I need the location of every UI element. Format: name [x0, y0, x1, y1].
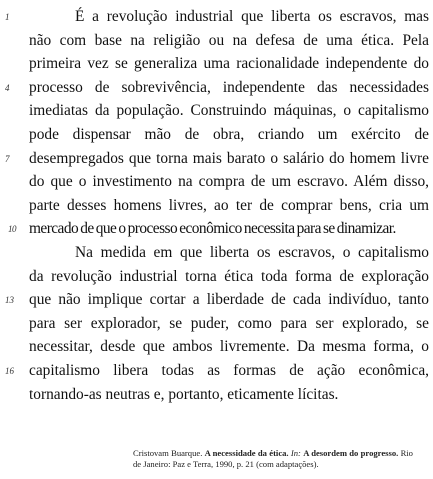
- text-line: [29, 383, 429, 407]
- line-text: imediatas da população. Construindo máquinas, o capitalismo: [29, 102, 429, 120]
- line-text: da revolução industrial torna ética toda forma de exploração: [29, 267, 429, 285]
- line-number: 1: [5, 12, 10, 22]
- text-line: [29, 335, 429, 359]
- line-text: Na medida em que liberta os escravos, o capitalismo: [75, 243, 429, 261]
- text-line: [29, 265, 429, 289]
- line-text: mercado de que o processo econômico necessita para se dinamizar.: [29, 220, 396, 238]
- line-text: É a revolução industrial que liberta os escravos, mas: [75, 8, 429, 25]
- citation-title: A necessidade da ética.: [204, 448, 289, 458]
- line-number: 4: [5, 82, 10, 93]
- text-line: [29, 52, 429, 76]
- line-text: desempregados que torna mais barato o salário do homem livre: [29, 149, 429, 167]
- line-text: primeira vez se generaliza uma racionalidade independente do: [29, 55, 429, 73]
- line-text: do que o investimento na compra de um escravo. Além disso,: [29, 173, 429, 191]
- text-line: [29, 29, 429, 53]
- text-line: [29, 123, 429, 147]
- text-line: [29, 99, 429, 123]
- line-text: para ser explorador, se puder, como para ser explorado, se: [29, 314, 429, 332]
- text-line: [8, 217, 429, 241]
- text-line: [5, 288, 429, 312]
- text-line: [29, 170, 429, 194]
- text-line: [29, 312, 429, 336]
- source-citation: [133, 448, 413, 470]
- line-text: parte desses homens livres, ao ter de comprar bens, cria um: [29, 196, 429, 214]
- citation-publisher: Rio de Janeiro: Paz e Terra, 1990, p. 21 (com adaptações).: [133, 448, 413, 469]
- line-number: 7: [5, 153, 10, 164]
- text-line: [5, 5, 429, 29]
- text-line: [5, 359, 429, 383]
- line-text: capitalismo libera todas as formas de ação econômica,: [29, 361, 429, 379]
- text-line: [5, 76, 429, 100]
- line-number: 10: [8, 224, 16, 235]
- line-text: não com base na religião ou na defesa de uma ética. Pela: [29, 31, 429, 49]
- article-text: [5, 5, 429, 406]
- citation-book: A desordem do progresso.: [303, 448, 399, 458]
- line-text: pode dispensar mão de obra, criando um exército de: [29, 125, 429, 143]
- line-text: necessitar, desde que ambos livremente. Da mesma forma, o: [29, 338, 429, 356]
- line-text: processo de sobrevivência, independente das necessidades: [29, 78, 429, 96]
- text-line: [29, 194, 429, 218]
- text-line: [5, 147, 429, 171]
- citation-author: Cristovam Buarque.: [133, 448, 203, 458]
- line-text: que não implique cortar a liberdade de cada indivíduo, tanto: [29, 291, 429, 309]
- line-text: tornando-as neutras e, portanto, eticamente lícitas.: [29, 385, 339, 403]
- citation-in-label: In:: [290, 448, 301, 458]
- text-line: [29, 241, 429, 265]
- line-number: 13: [5, 295, 14, 306]
- line-number: 16: [5, 365, 14, 376]
